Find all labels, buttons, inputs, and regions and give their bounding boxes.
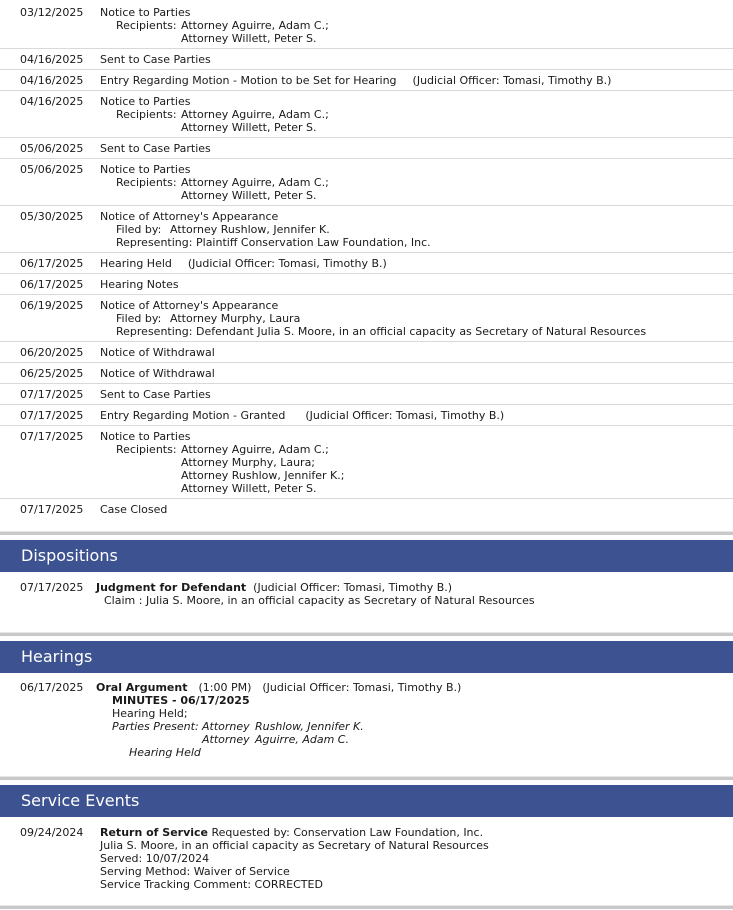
service-served: Served: 10/07/2024: [100, 852, 210, 865]
service-party: Julia S. Moore, in an official capacity as Secretary of Natural Resources: [100, 839, 489, 852]
entry-date: 04/16/2025: [20, 53, 84, 66]
entry-title: Sent to Case Parties: [100, 388, 211, 401]
entry-date: 04/16/2025: [20, 74, 84, 87]
entry-title: Notice to Parties: [100, 6, 191, 19]
service-line: [100, 826, 483, 839]
entry-date: 03/12/2025: [20, 6, 84, 19]
service-method: Serving Method: Waiver of Service: [100, 865, 290, 878]
parties-present-label: Parties Present:: [112, 720, 199, 733]
hearing-line: [96, 681, 461, 694]
recipient: Attorney Aguirre, Adam C.;: [181, 443, 329, 456]
representing-label: Representing:: [116, 325, 193, 338]
entry-date: 05/06/2025: [20, 163, 84, 176]
recipients-label: Recipients:: [116, 108, 177, 121]
representing: Defendant Julia S. Moore, in an official capacity as Secretary of Natural Resources: [196, 325, 647, 338]
section-divider: [0, 531, 733, 535]
section-divider: [0, 632, 733, 636]
entry-title: Case Closed: [100, 503, 168, 516]
entry-date: 07/17/2025: [20, 409, 84, 422]
entry-date: 07/17/2025: [20, 388, 84, 401]
disposition-title: Judgment for Defendant: [96, 581, 247, 594]
hearing-date: 06/17/2025: [20, 681, 84, 694]
entry-title: Hearing Held: [100, 257, 172, 270]
judicial-officer: (Judicial Officer: Tomasi, Timothy B.): [305, 409, 505, 422]
entry-title: Sent to Case Parties: [100, 53, 211, 66]
hearing-result: Hearing Held: [129, 746, 201, 759]
entry-title: Hearing Notes: [100, 278, 179, 291]
service-title: Return of Service: [100, 826, 209, 839]
judicial-officer: (Judicial Officer: Tomasi, Timothy B.): [187, 257, 387, 270]
hearing-held-line: Hearing Held;: [112, 707, 188, 720]
representing-label: Representing:: [116, 236, 193, 249]
entry-date: 04/16/2025: [20, 95, 84, 108]
disposition-claim: Claim : Julia S. Moore, in an official capacity as Secretary of Natural Resources: [104, 594, 535, 607]
entry-title: Notice of Attorney's Appearance: [100, 299, 279, 312]
hearing-time: (1:00 PM): [198, 681, 252, 694]
service-date: 09/24/2024: [20, 826, 84, 839]
filed-by-label: Filed by:: [116, 312, 162, 325]
entry-date: 06/19/2025: [20, 299, 84, 312]
recipient: Attorney Aguirre, Adam C.;: [181, 19, 329, 32]
hearing-minutes: MINUTES - 06/17/2025: [112, 694, 250, 707]
entry-date: 05/06/2025: [20, 142, 84, 155]
entry-title: Sent to Case Parties: [100, 142, 211, 155]
entry-date: 06/17/2025: [20, 257, 84, 270]
representing: Plaintiff Conservation Law Foundation, Inc.: [196, 236, 431, 249]
party-name: Aguirre, Adam C.: [255, 733, 349, 746]
entry-date: 06/17/2025: [20, 278, 84, 291]
filed-by-label: Filed by:: [116, 223, 162, 236]
recipient: Attorney Aguirre, Adam C.;: [181, 108, 329, 121]
service-events-header: [0, 785, 733, 817]
party-role: Attorney: [202, 720, 250, 733]
section-divider: [0, 905, 733, 909]
entry-title: Notice to Parties: [100, 163, 191, 176]
party-name: Rushlow, Jennifer K.: [255, 720, 364, 733]
recipient: Attorney Rushlow, Jennifer K.;: [181, 469, 345, 482]
entry-title: Notice of Withdrawal: [100, 367, 215, 380]
hearings-header: [0, 641, 733, 673]
entry-title: Notice of Withdrawal: [100, 346, 215, 359]
recipient: Attorney Murphy, Laura;: [181, 456, 316, 469]
judicial-officer: (Judicial Officer: Tomasi, Timothy B.): [262, 681, 462, 694]
hearing-title: Oral Argument: [96, 681, 188, 694]
service-requested-by: Requested by: Conservation Law Foundation, Inc.: [211, 826, 484, 839]
recipient: Attorney Willett, Peter S.: [181, 482, 317, 495]
recipient: Attorney Willett, Peter S.: [181, 32, 317, 45]
party-role: Attorney: [202, 733, 250, 746]
entry-title: Notice of Attorney's Appearance: [100, 210, 279, 223]
recipients-label: Recipients:: [116, 443, 177, 456]
recipient: Attorney Willett, Peter S.: [181, 121, 317, 134]
recipient: Attorney Willett, Peter S.: [181, 189, 317, 202]
entry-date: 05/30/2025: [20, 210, 84, 223]
entry-date: 07/17/2025: [20, 430, 84, 443]
entry-title: Entry Regarding Motion - Motion to be Set for Hearing: [100, 74, 397, 87]
recipient: Attorney Aguirre, Adam C.;: [181, 176, 329, 189]
filed-by: Attorney Rushlow, Jennifer K.: [170, 223, 330, 236]
entry-date: 06/20/2025: [20, 346, 84, 359]
disposition-date: 07/17/2025: [20, 581, 84, 594]
service-comment: Service Tracking Comment: CORRECTED: [100, 878, 323, 891]
judicial-officer: (Judicial Officer: Tomasi, Timothy B.): [412, 74, 612, 87]
disposition-line: [96, 581, 452, 594]
entry-date: 07/17/2025: [20, 503, 84, 516]
recipients-label: Recipients:: [116, 19, 177, 32]
section-title: Hearings: [21, 647, 93, 666]
filed-by: Attorney Murphy, Laura: [170, 312, 301, 325]
section-title: Service Events: [21, 791, 140, 810]
entry-title: Entry Regarding Motion - Granted: [100, 409, 286, 422]
section-divider: [0, 776, 733, 780]
entry-title: Notice to Parties: [100, 95, 191, 108]
entry-date: 06/25/2025: [20, 367, 84, 380]
section-title: Dispositions: [21, 546, 118, 565]
recipients-label: Recipients:: [116, 176, 177, 189]
dispositions-header: [0, 540, 733, 572]
entry-title: Notice to Parties: [100, 430, 191, 443]
judicial-officer: (Judicial Officer: Tomasi, Timothy B.): [253, 581, 453, 594]
